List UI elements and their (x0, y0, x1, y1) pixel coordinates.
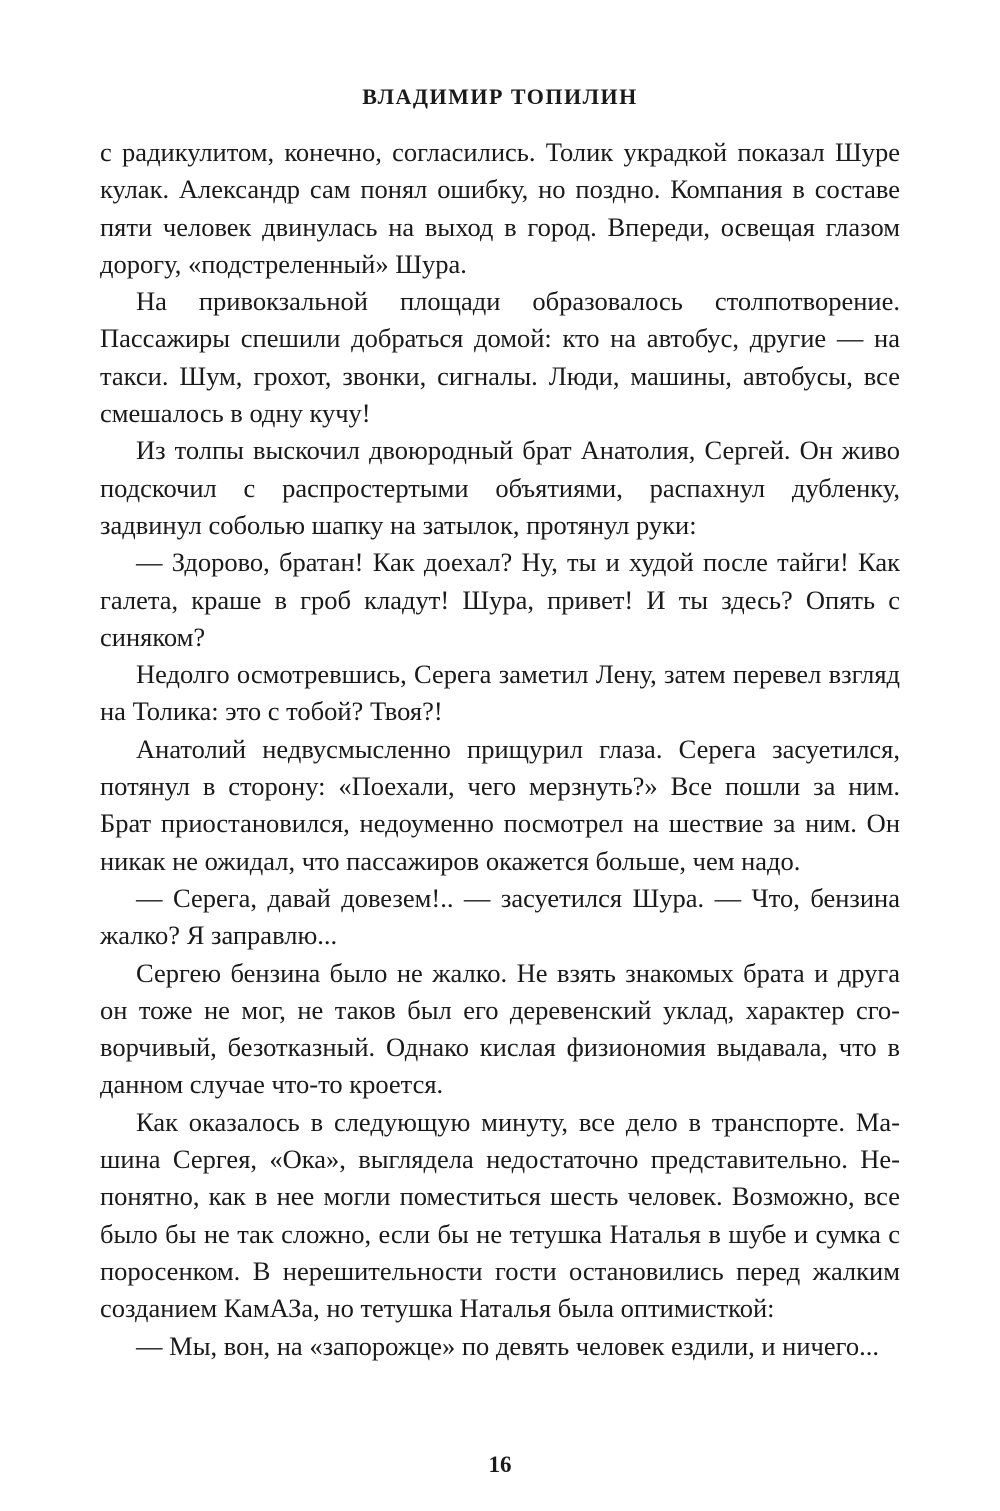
paragraph-6: Анатолий недвусмысленно прищурил глаза. Серега засуетился, потянул в сторону: «Поехали, чего мерзнуть?» Все пошли за ним. Брат приостановился, недоуменно посмотрел на шествие за ним. Он никак не ожидал, что пассажиров окажется больше, чем надо. (100, 733, 900, 876)
paragraph-5: Недолго осмотревшись, Серега заметил Лену, затем перевел взгляд на Толика: это с тобой? Твоя?! (100, 659, 900, 727)
page-number: 16 (488, 1452, 512, 1477)
paragraph-2: На привокзальной площади образовалось столпотворение. Пассажиры спешили добраться домой: кто на автобус, другие — на такси. Шум, грохот, звонки, сигналы. Люди, машины, автобусы, все смешалось в одну кучу! (100, 286, 900, 429)
paragraph-1: с радикулитом, конечно, согласились. Толик украдкой показал Шуре кулак. Александр сам понял ошибку, но поздно. Компания в составе пяти человек двинулась на выход в город. Впереди, освещая глазом дорогу, «подстреленный» Шура. (100, 137, 900, 279)
paragraph-9: Как оказалось в следующую минуту, все дело в транспорте. Машина Сергея, «Ока», выглядела недостаточно представительно. Непонятно, как в нее могли поместиться шесть человек. Возможно, все было бы не так сложно, если бы не тетушка Наталья в шубе и сумка с поросенком. В нерешительности гости остановились перед жалким созданием КамАЗа, но тетушка Наталья была оптимисткой: (100, 1106, 900, 1324)
paragraph-10: — Мы, вон, на «запорожце» по девять человек ездили, и ничего... (136, 1330, 879, 1361)
running-head-author: ВЛАДИМИР ТОПИЛИН (362, 84, 638, 109)
paragraph-3: Из толпы выскочил двоюродный брат Анатолия, Сергей. Он живо подскочил с распростертыми объятиями, распахнул дубленку, задвинул соболью шапку на затылок, протянул руки: (100, 435, 900, 540)
paragraph-7: — Серега, давай довезем!.. — засуетился Шура. — Что, бензина жалко? Я заправлю... (100, 882, 900, 951)
body-text (100, 134, 900, 1365)
paragraph-8: Сергею бензина было не жалко. Не взять знакомых брата и друга он тоже не мог, не таков был его деревенский уклад, характер сговорчивый, безотказный. Однако кислая физиономия выдавала, что в данном случае что-то кроется. (100, 957, 900, 1100)
paragraph-4: — Здорово, братан! Как доехал? Ну, ты и худой после тайги! Как галета, краше в гроб кладут! Шура, привет! И ты здесь? Опять с синяком? (100, 547, 900, 652)
